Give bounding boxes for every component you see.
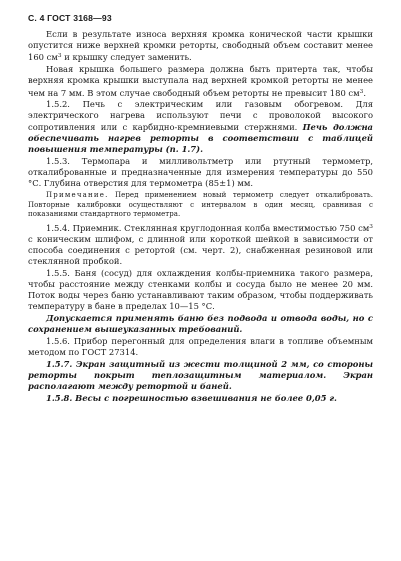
- paragraph-1-5-2: [28, 99, 373, 155]
- paragraph-text: Новая крышка большего размера должна быть притерта так, чтобы верхняя кромка крышки выступала над верхней кромкой реторты не менее чем на 7 мм. В этом случае свободный объем реторты не превысит 180 см: [28, 64, 373, 98]
- paragraph-1-5-3: 1.5.3. Термопара и милливольтметр или ртутный термометр, откалиброванные и предназначенные для измерения температуры до 550 °С. Глубина отверстия для термометра (85±1) мм.: [28, 155, 373, 189]
- paragraph-new-cap: [28, 64, 373, 99]
- paragraph-text: 1.5.4. Приемник. Стеклянная круглодонная колба вместимостью 750 см: [46, 222, 370, 233]
- paragraph-text: с коническим шлифом, с длинной или короткой шейкой в зависимости от способа соединения с ретортой (см. черт. 2), снабженная резиновой или стеклянной пробкой.: [28, 233, 373, 267]
- paragraph-text: и крышку следует заменить.: [61, 52, 192, 63]
- paragraph-text: 1.5.2. Печь с электрическим или газовым обогревом. Для электрического нагрева используют печи с проволокой высокого сопротивления или с карбидно-кремниевыми стержнями.: [28, 99, 373, 132]
- note-label: Примечание.: [46, 191, 109, 200]
- paragraph-1-5-6: 1.5.6. Прибор перегонный для определения влаги в топливе объемным методом по ГОСТ 27314.: [28, 336, 373, 358]
- note-text: Перед применением новый термометр следует откалибровать. Повторные калибровки осуществляют с интервалом в один месяц, сравнивая с показаниями стандартного термометра.: [28, 191, 373, 219]
- paragraph-1-5-5: 1.5.5. Баня (сосуд) для охлаждения колбы-приемника такого размера, чтобы расстояние между стенками колбы и сосуда было не менее 20 мм. Поток воды через баню устанавливают таким образом, чтобы поддерживать температуру в бане в пределах 10—15 °С.: [28, 267, 373, 312]
- paragraph-1-5-7: 1.5.7. Экран защитный из жести толщиной 2 мм, со стороны реторты покрыт теплозащитным материалом. Экран располагают между ретортой и баней.: [28, 359, 373, 392]
- paragraph-allowed: Допускается применять баню без подвода и отвода воды, но с сохранением вышеуказанных требований.: [28, 313, 373, 335]
- paragraph-text: .: [363, 87, 367, 98]
- paragraph-emphasis: Печь должна обеспечивать нагрев реторты в соответствии с таблицей повышения температуры (п. 1.7).: [28, 121, 373, 155]
- paragraph-1-5-4: [28, 222, 373, 268]
- note: [28, 191, 373, 219]
- superscript: 3: [57, 53, 62, 60]
- paragraph-text: Если в результате износа верхняя кромка конической части крышки опустится ниже верхней кромки реторты, свободный объем составит менее 160 см: [28, 29, 373, 63]
- paragraph-1-5-8: 1.5.8. Весы с погрешностью взвешивания не более 0,05 г.: [46, 393, 337, 404]
- superscript: 3: [359, 88, 364, 95]
- paragraph-cap-wear: [28, 29, 373, 64]
- superscript: 3: [369, 223, 373, 230]
- page-header: С. 4 ГОСТ 3168—93: [28, 13, 112, 23]
